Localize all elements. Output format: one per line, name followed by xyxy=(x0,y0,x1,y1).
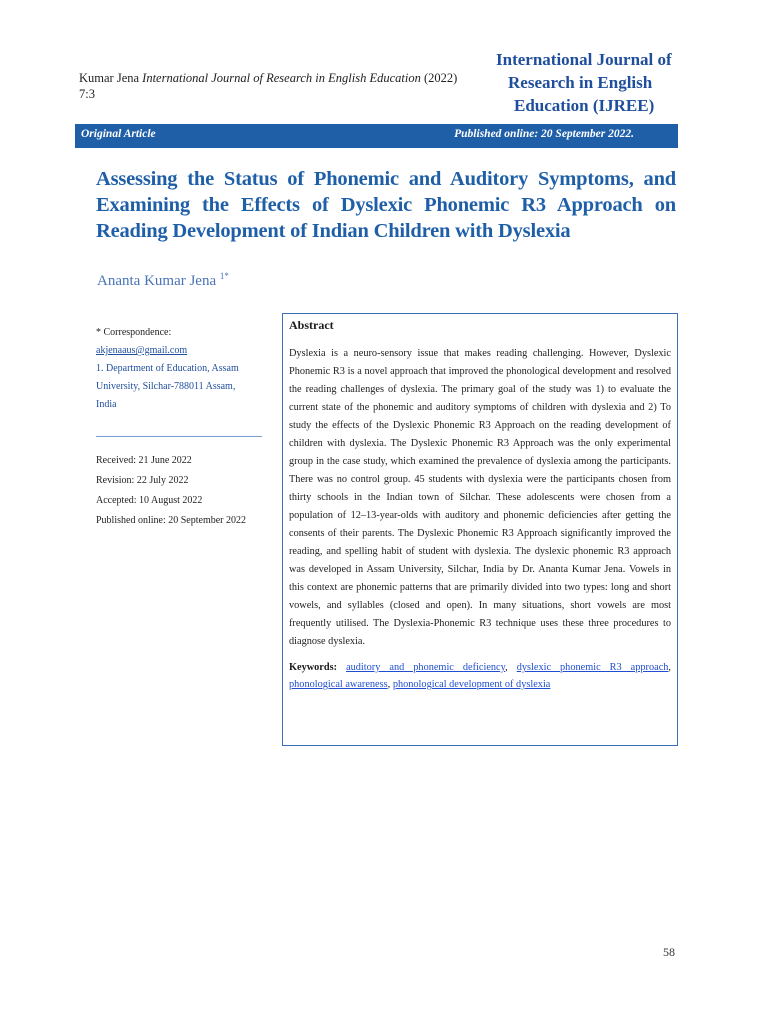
article-title: Assessing the Status of Phonemic and Auditory Symptoms, and Examining the Effects of Dyslexic Phonemic R3 Approach on Reading Development of Indian Children with Dyslexia xyxy=(96,168,676,242)
abstract-text: Dyslexia is a neuro-sensory issue that makes reading challenging. However, Dyslexic Phonemic R3 is a novel approach that improved the phonological development and resolved the reading challenges of dyslexia. The primary goal of the study was 1) to evaluate the current state of the phonemic and auditory symptoms of children with dyslexia and 2) To study the effects of the Dyslexic Phonemic R3 Approach on the reading development of children with dyslexia. The Dyslexic Phonemic R3 Approach was the only experimental group in the case study, which examined the prevalence of dyslexia among the participants. There was no control group. 45 students with dyslexia were the participants chosen from thirty schools in the Indian town of Silchar. These adolescents were chosen from a population of 12–13-year-olds with auditory and phonemic deficiencies after getting the consents of their parents. The Dyslexic Phonemic R3 Approach significantly improved the reading, and spelling habit of student with dyslexia. The dyslexic phonemic R3 approach was developed in Assam University, Silchar, India by Dr. Ananta Kumar Jena. Vowels in this context are phonemic patterns that are primarily divided into two types: long and short vowels, and syllables (closed and open). In many situations, short vowels are most frequently utilised. The Dyslexia-Phonemic R3 technique uses these three procedures to diagnose dyslexia. xyxy=(289,348,671,647)
date-received: Received: 21 June 2022 xyxy=(96,455,192,466)
journal-name-line: International Journal of xyxy=(496,50,672,69)
author-name: Ananta Kumar Jena xyxy=(97,273,217,289)
journal-name-line: Education (IJREE) xyxy=(514,96,655,115)
date-revision: Revision: 22 July 2022 xyxy=(96,475,189,486)
article-type: Original Article xyxy=(81,128,156,140)
email-link[interactable]: akjenaaus@gmail.com xyxy=(96,345,188,356)
journal-name-line: Research in English xyxy=(508,73,653,92)
keyword-link[interactable]: phonological awareness xyxy=(289,679,388,690)
citation-authors: Kumar Jena xyxy=(79,71,140,85)
correspondence xyxy=(96,324,256,414)
keyword-link[interactable]: auditory and phonemic deficiency xyxy=(346,662,506,673)
citation-volume: 7:3 xyxy=(79,87,95,101)
page-number: 58 xyxy=(663,945,675,959)
published-online: Published online: 20 September 2022. xyxy=(454,128,634,140)
citation-journal: International Journal of Research in English Education xyxy=(142,71,421,85)
journal-name xyxy=(496,48,686,117)
correspondence-label: * Correspondence: xyxy=(96,327,172,338)
affiliation: 1. Department of Education, Assam University, Silchar-788011 Assam, India xyxy=(96,363,239,410)
keyword-link[interactable]: phonological development of dyslexia xyxy=(392,679,551,690)
citation-year: (2022) xyxy=(423,71,458,85)
divider xyxy=(96,436,262,437)
article-dates xyxy=(96,452,266,532)
keywords: Keywords: auditory and phonemic deficiency, dyslexic phonemic R3 approach, phonological awareness, phonological development of dyslexia xyxy=(289,662,671,690)
abstract-box xyxy=(282,313,678,746)
article-banner xyxy=(75,124,678,148)
keyword-link[interactable]: dyslexic phonemic R3 approach xyxy=(516,662,669,673)
author xyxy=(97,271,229,290)
date-published: Published online: 20 September 2022 xyxy=(96,515,246,526)
author-superscript: 1* xyxy=(219,271,229,281)
abstract-heading: Abstract xyxy=(289,318,334,332)
keywords-label: Keywords: xyxy=(289,662,338,673)
citation xyxy=(79,70,479,102)
date-accepted: Accepted: 10 August 2022 xyxy=(96,495,203,506)
